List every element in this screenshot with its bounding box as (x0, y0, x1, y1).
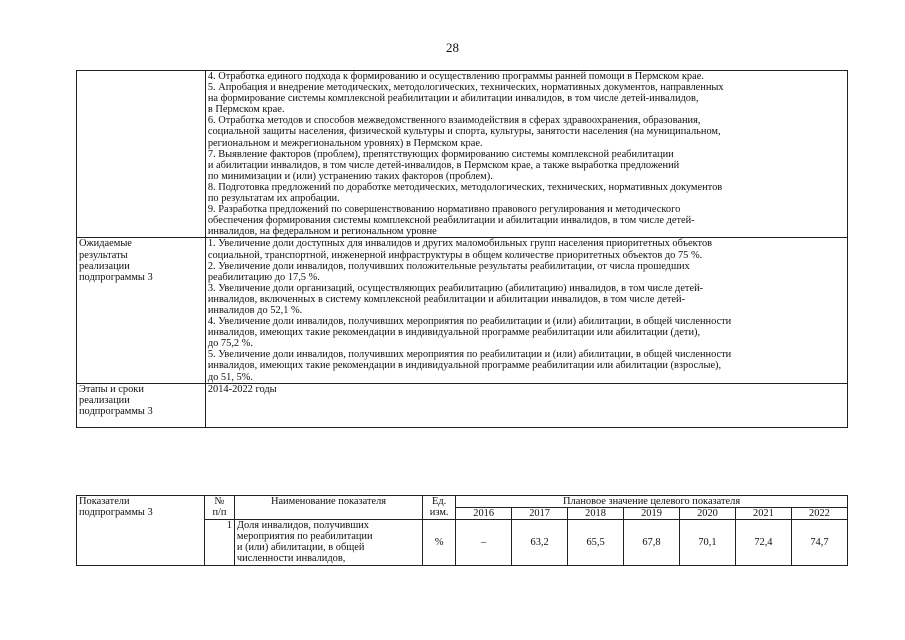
label-line: подпрограммы 3 (79, 405, 153, 417)
expected-result-line: 4. Увеличение доли инвалидов, получивших мероприятия по реабилитации и (или) абилитации, в общей численности (207, 316, 732, 328)
indicator-name-line: и (или) абилитации, в общей (236, 542, 365, 554)
expected-result-line: 5. Увеличение доли инвалидов, получивших мероприятия по реабилитации и (или) абилитации, в общей численности (207, 349, 732, 361)
expected-results-label (77, 238, 206, 383)
task-line: 4. Отработка единого подхода к формированию и осуществлению программы ранней помощи в Пермском крае. (207, 71, 704, 82)
expected-result-line: инвалидов, включенных в систему комплексной реабилитации и абилитации инвалидов, в том числе детей- (207, 293, 686, 305)
indicator-name-line: мероприятия по реабилитации (236, 531, 373, 543)
label-line: подпрограммы 3 (79, 271, 153, 283)
tasks-cell (205, 71, 847, 238)
task-line: по результатам их апробации. (207, 193, 340, 205)
year-header-2020: 2020 (679, 508, 735, 520)
expected-result-line: социальной, транспортной, инженерной инфраструктуры в общем количестве приоритетных объектов до 75 %. (207, 249, 703, 261)
year-header-2022: 2022 (791, 508, 847, 520)
task-line: региональном и межрегиональном уровнях) в Пермском крае. (207, 137, 483, 149)
year-header-2018: 2018 (568, 508, 624, 520)
indicator-value-2018: 65,5 (568, 520, 624, 565)
num-header-line: п/п (212, 507, 227, 519)
label-line: реализации (79, 260, 130, 272)
tasks-row (77, 71, 848, 238)
label-line: подпрограммы 3 (79, 507, 153, 519)
task-line: инвалидов, на федеральном и региональном уровне (207, 226, 437, 238)
year-header-2019: 2019 (624, 508, 680, 520)
unit-header-line: изм. (429, 507, 449, 519)
indicator-name-line: Доля инвалидов, получивших (236, 520, 370, 532)
task-line: по минимизации и (или) устранению таких факторов (проблем). (207, 170, 493, 182)
stages-cell (205, 383, 847, 427)
indicators-table (76, 495, 848, 566)
expected-results-cell (205, 238, 847, 383)
expected-result-line: инвалидов, имеющих такие рекомендации в индивидуальной программе реабилитации или абилитации (взрослые), (207, 360, 722, 372)
expected-result-line: реабилитацию до 17,5 %. (207, 271, 320, 283)
unit-header-line: Ед. (432, 496, 447, 507)
task-line: на формирование системы комплексной реабилитации и абилитации инвалидов, в том числе детей-инвалидов, (207, 93, 699, 105)
indicator-name (234, 520, 422, 565)
expected-result-line: 2. Увеличение доли инвалидов, получивших положительные результаты реабилитации, от числа прошедших (207, 260, 690, 272)
year-header-2016: 2016 (456, 508, 512, 520)
indicator-value-2019: 67,8 (624, 520, 680, 565)
task-line: и абилитации инвалидов, в том числе детей-инвалидов, в Пермском крае, а также выработка предложений (207, 159, 680, 171)
planned-header (456, 496, 848, 508)
indicator-name-line: численности инвалидов, (236, 553, 346, 565)
num-header-line: № (214, 496, 225, 507)
tasks-label-cell (77, 71, 206, 238)
expected-result-line: инвалидов до 52,1 %. (207, 304, 303, 316)
indicator-unit: % (423, 520, 456, 565)
expected-result-line: инвалидов, имеющих такие рекомендации в индивидуальной программе реабилитации или абилитации (дети), (207, 327, 701, 339)
task-line: 9. Разработка предложений по совершенствованию нормативно правового регулирования и методического (207, 204, 681, 216)
expected-result-line: 3. Увеличение доли организаций, осуществляющих реабилитацию (абилитацию) инвалидов, в том числе детей- (207, 282, 704, 294)
task-line: в Пермском крае. (207, 104, 285, 116)
label-line: Показатели (79, 496, 130, 507)
task-line: 6. Отработка методов и способов межведомственного взаимодействия в сферах здравоохранения, образования, (207, 115, 701, 127)
task-line: 7. Выявление факторов (проблем), препятствующих формированию системы комплексной реабилитации (207, 148, 674, 160)
expected-results-row (77, 238, 848, 383)
page-number: 28 (446, 40, 459, 55)
expected-result-line: до 51, 5%. (207, 371, 253, 383)
task-line: 5. Апробация и внедрение методических, методологических, технических, нормативных документов, направленных (207, 82, 724, 94)
subprogram-passport-table (76, 70, 848, 428)
indicators-label (77, 496, 205, 566)
name-header-text: Наименование показателя (270, 496, 387, 507)
stages-label (77, 383, 206, 427)
indicator-num: 1 (205, 520, 235, 565)
indicator-value-2017: 63,2 (512, 520, 568, 565)
stages-value: 2014-2022 годы (207, 383, 277, 395)
task-line: обеспечения формирования системы комплексной реабилитации и абилитации инвалидов, в том числе детей- (207, 215, 695, 227)
year-header-2021: 2021 (735, 508, 791, 520)
expected-result-line: 1. Увеличение доли доступных для инвалидов и других маломобильных групп населения приоритетных объектов (207, 238, 713, 250)
label-line: результаты (79, 249, 128, 261)
label-line: Ожидаемые (79, 238, 132, 250)
num-header (205, 496, 235, 520)
unit-header (423, 496, 456, 520)
name-header (234, 496, 422, 520)
task-line: 8. Подготовка предложений по доработке методических, методологических, технических, нормативных документов (207, 181, 723, 193)
task-line: социальной защиты населения, физической культуры и спорта, культуры, занятости населения (на муниципальном, (207, 126, 721, 138)
label-line: реализации (79, 394, 130, 406)
expected-result-line: до 75,2 %. (207, 338, 253, 350)
label-line: Этапы и сроки (79, 383, 144, 395)
indicator-value-2016: – (456, 520, 512, 565)
indicator-value-2021: 72,4 (735, 520, 791, 565)
indicator-value-2020: 70,1 (679, 520, 735, 565)
indicators-header-row-1 (77, 496, 848, 508)
indicator-value-2022: 74,7 (791, 520, 847, 565)
planned-header-text: Плановое значение целевого показателя (563, 496, 741, 507)
year-header-2017: 2017 (512, 508, 568, 520)
stages-row (77, 383, 848, 427)
